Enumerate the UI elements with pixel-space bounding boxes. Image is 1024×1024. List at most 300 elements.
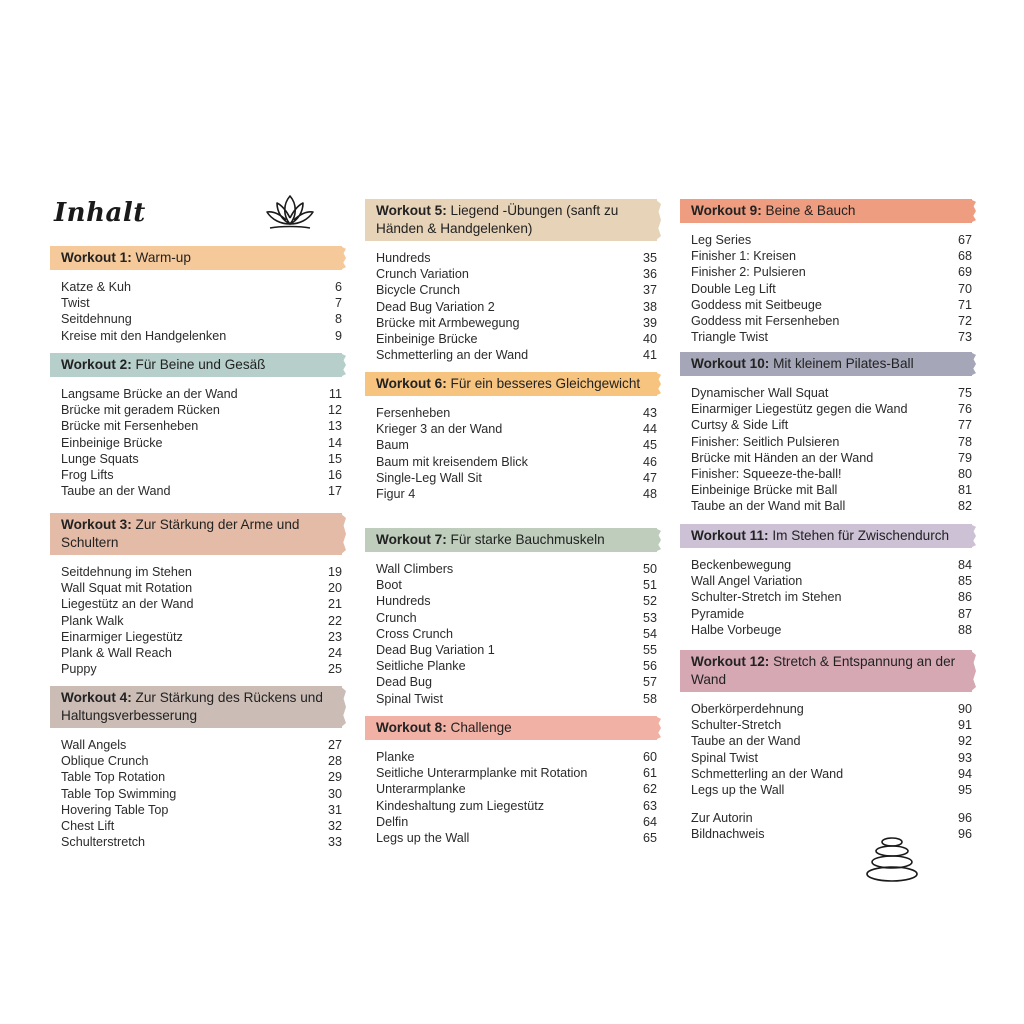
toc-entry-label: Hundreds [376,594,431,609]
toc-entry[interactable] [365,830,657,846]
toc-entry-label: Puppy [61,662,97,677]
toc-page-number: 87 [957,606,972,621]
toc-entry[interactable] [680,498,972,514]
toc-entry[interactable] [50,818,342,834]
toc-page-number: 36 [642,267,657,282]
section-header [50,686,342,728]
toc-page-number: 14 [327,435,342,450]
toc-page-number: 61 [642,766,657,781]
toc-entry[interactable] [50,613,342,629]
section-number: Workout 3: [61,517,132,532]
toc-entry-label: Curtsy & Side Lift [691,418,789,433]
section-title: Mit kleinem Pilates-Ball [769,356,914,371]
toc-page-number: 24 [327,646,342,661]
toc-page-number: 65 [642,831,657,846]
section-header [50,246,342,270]
toc-entry[interactable] [50,737,342,753]
toc-entry[interactable] [365,626,657,642]
toc-entry[interactable] [680,264,972,280]
toc-page-number: 22 [327,613,342,628]
toc-entry[interactable] [365,486,657,502]
toc-entry[interactable] [680,385,972,401]
toc-page-number: 16 [327,468,342,483]
toc-entry-label: Chest Lift [61,819,115,834]
toc-page-number: 82 [957,499,972,514]
section-w11 [680,524,972,638]
section-number: Workout 12: [691,654,770,669]
toc-entry-label: Schmetterling an der Wand [376,348,529,363]
toc-entry[interactable] [365,749,657,765]
toc-entry-label: Legs up the Wall [691,783,785,798]
section-title: Challenge [446,720,512,735]
toc-page-number: 56 [642,659,657,674]
toc-entry-label: Beckenbewegung [691,558,792,572]
toc-page-number: 45 [642,438,657,453]
toc-page-number: 75 [957,386,972,400]
toc-entry-label: Crunch Variation [376,267,469,282]
toc-entry[interactable] [680,450,972,466]
toc-page-number: 69 [957,265,972,280]
toc-entry-label: Table Top Rotation [61,770,166,785]
toc-page-number: 84 [957,558,972,572]
toc-entry-label: Bicycle Crunch [376,283,460,298]
toc-entry[interactable] [50,418,342,434]
toc-page-number: 81 [957,483,972,498]
toc-list [365,405,657,502]
toc-entry[interactable] [50,311,342,327]
toc-page-number: 88 [957,622,972,637]
toc-page-number: 57 [642,675,657,690]
section-header [365,372,657,396]
toc-page-number: 6 [334,280,342,294]
toc-entry-label: Finisher 1: Kreisen [691,249,796,264]
toc-page-number: 67 [957,233,972,247]
toc-page-number: 91 [957,718,972,733]
toc-list [50,564,342,677]
toc-entry[interactable] [365,347,657,363]
toc-list [50,279,342,344]
toc-list [365,250,657,363]
toc-entry[interactable] [50,279,342,295]
toc-entry-label: Table Top Swimming [61,786,177,801]
toc-list [680,232,972,345]
toc-page-number: 79 [957,450,972,465]
section-header [50,513,342,555]
toc-entry-label: Legs up the Wall [376,831,470,846]
toc-page-number: 27 [327,738,342,752]
toc-entry[interactable] [365,561,657,577]
toc-page-number: 51 [642,578,657,593]
toc-page-number: 32 [327,819,342,834]
toc-entry[interactable] [365,593,657,609]
toc-page-number: 62 [642,782,657,797]
section-w7 [365,528,657,707]
toc-entry[interactable] [50,661,342,677]
section-title: Stretch & Entspannung an der Wand [691,654,956,687]
toc-entry-label: Taube an der Wand [61,484,171,499]
toc-entry-label: Brücke mit Armbewegung [376,315,520,330]
toc-page-number: 31 [327,802,342,817]
toc-page-number: 80 [957,467,972,482]
toc-entry[interactable] [680,701,972,717]
toc-entry[interactable] [680,717,972,733]
toc-page-number: 77 [957,418,972,433]
toc-entry[interactable] [50,402,342,418]
toc-entry-label: Seitliche Planke [376,659,466,674]
toc-entry[interactable] [365,454,657,470]
toc-entry-label: Schulter-Stretch [691,718,782,733]
toc-entry[interactable] [50,786,342,802]
toc-entry[interactable] [365,577,657,593]
toc-entry[interactable] [365,282,657,298]
section-w8 [365,716,657,846]
toc-entry[interactable] [365,798,657,814]
toc-page-number: 96 [957,811,972,825]
toc-page-number: 35 [642,251,657,265]
toc-entry-label: Finisher 2: Pulsieren [691,265,806,280]
section-header [365,199,657,241]
toc-entry[interactable] [680,750,972,766]
toc-entry-label: Finisher: Squeeze-the-ball! [691,467,842,482]
toc-entry[interactable] [365,331,657,347]
toc-entry-label: Dead Bug Variation 1 [376,643,495,658]
toc-entry[interactable] [365,658,657,674]
toc-entry-label: Planke [376,750,415,764]
toc-entry[interactable] [680,810,972,826]
toc-entry-label: Seitdehnung im Stehen [61,565,192,579]
toc-page-number: 37 [642,283,657,298]
toc-page-number: 38 [642,299,657,314]
toc-entry-label: Unterarmplanke [376,782,466,797]
toc-entry[interactable] [50,580,342,596]
toc-entry[interactable] [680,557,972,573]
toc-page-number: 93 [957,750,972,765]
toc-entry-label: Delfin [376,814,409,829]
toc-entry-label: Triangle Twist [691,330,768,345]
toc-page-number: 12 [327,403,342,418]
toc-entry-label: Plank & Wall Reach [61,646,172,661]
section-header [680,199,972,223]
toc-entry[interactable] [680,417,972,433]
extras-list [680,810,972,842]
section-number: Workout 10: [691,356,770,371]
toc-entry[interactable] [365,266,657,282]
section-title: Liegend -Übungen (sanft zu Händen & Handgelenken) [376,203,619,236]
toc-page-number: 52 [642,594,657,609]
toc-page-number: 43 [642,406,657,420]
toc-page-number: 53 [642,610,657,625]
toc-page-number: 92 [957,734,972,749]
toc-entry[interactable] [680,573,972,589]
toc-entry-label: Cross Crunch [376,626,453,641]
section-header [680,650,972,692]
toc-page-number: 23 [327,629,342,644]
toc-page-number: 54 [642,626,657,641]
toc-entry-label: Wall Squat mit Rotation [61,581,193,596]
toc-entry[interactable] [50,629,342,645]
toc-entry-label: Hundreds [376,251,431,265]
toc-page-number: 28 [327,754,342,769]
toc-page-number: 25 [327,662,342,677]
page-title: Inhalt [54,198,146,228]
toc-entry-label: Brücke mit Händen an der Wand [691,450,874,465]
toc-entry[interactable] [50,769,342,785]
section-w4 [50,686,342,850]
toc-page-number: 47 [642,470,657,485]
toc-entry-label: Dead Bug Variation 2 [376,299,495,314]
toc-entry-label: Einbeinige Brücke [376,332,478,347]
toc-entry[interactable] [50,483,342,499]
section-title: Für ein besseres Gleichgewicht [446,376,641,391]
toc-entry-label: Bildnachweis [691,827,765,842]
toc-page-number: 86 [957,590,972,605]
toc-entry[interactable] [680,622,972,638]
section-w6 [365,372,657,502]
toc-entry-label: Single-Leg Wall Sit [376,470,482,485]
toc-page-number: 95 [957,783,972,798]
toc-entry-label: Fersenheben [376,406,451,420]
toc-entry[interactable] [365,765,657,781]
section-w3 [50,513,342,677]
toc-page-number: 40 [642,332,657,347]
section-w9 [680,199,972,345]
toc-entry[interactable] [50,295,342,311]
section-header [365,528,657,552]
toc-entry[interactable] [50,467,342,483]
section-number: Workout 6: [376,376,447,391]
toc-page-number: 19 [327,565,342,579]
section-title: Warm-up [131,250,191,265]
toc-entry[interactable] [50,834,342,850]
toc-page-number: 73 [957,330,972,345]
toc-entry-label: Langsame Brücke an der Wand [61,387,238,401]
toc-page-number: 78 [957,434,972,449]
stacked-stones-icon [864,836,920,884]
section-title: Zur Stärkung des Rückens und Haltungsverbesserung [61,690,323,723]
toc-page-number: 13 [327,419,342,434]
toc-entry[interactable] [680,248,972,264]
toc-page-number: 41 [642,348,657,363]
toc-entry[interactable] [680,329,972,345]
toc-page-number: 94 [957,766,972,781]
section-w1 [50,246,342,344]
toc-entry-label: Dead Bug [376,675,433,690]
toc-entry-label: Wall Angel Variation [691,574,803,589]
toc-entry-label: Krieger 3 an der Wand [376,422,503,437]
toc-page-number: 9 [334,328,342,343]
section-w5 [365,199,657,363]
toc-list [50,737,342,850]
toc-list [365,561,657,707]
toc-entry[interactable] [365,470,657,486]
toc-entry[interactable] [365,437,657,453]
section-number: Workout 9: [691,203,762,218]
toc-entry[interactable] [680,297,972,313]
toc-page-number: 20 [327,581,342,596]
toc-entry-label: Hovering Table Top [61,802,169,817]
toc-page-number: 39 [642,315,657,330]
toc-page-number: 96 [957,827,972,842]
toc-entry-label: Leg Series [691,233,752,247]
toc-entry-label: Wall Angels [61,738,127,752]
toc-page-number: 76 [957,402,972,417]
section-title: Zur Stärkung der Arme und Schultern [61,517,300,550]
toc-entry-label: Seitliche Unterarmplanke mit Rotation [376,766,588,781]
toc-page-number: 8 [334,312,342,327]
toc-entry[interactable] [365,642,657,658]
toc-entry[interactable] [365,814,657,830]
section-w12 [680,650,972,798]
toc-entry-label: Zur Autorin [691,811,753,825]
toc-page-number: 71 [957,297,972,312]
toc-page-number: 29 [327,770,342,785]
toc-entry[interactable] [50,451,342,467]
toc-entry[interactable] [680,766,972,782]
toc-entry[interactable] [50,645,342,661]
toc-entry-label: Twist [61,296,90,311]
toc-entry-label: Baum [376,438,409,453]
toc-page-number: 85 [957,574,972,589]
toc-page-number: 55 [642,643,657,658]
section-number: Workout 7: [376,532,447,547]
toc-entry-label: Einbeinige Brücke [61,435,163,450]
toc-entry-label: Taube an der Wand [691,734,801,749]
toc-entry-label: Dynamischer Wall Squat [691,386,829,400]
section-number: Workout 8: [376,720,447,735]
toc-entry[interactable] [50,328,342,344]
toc-entry-label: Schulterstretch [61,835,145,850]
toc-entry[interactable] [365,691,657,707]
toc-page-number: 21 [327,597,342,612]
section-header [365,716,657,740]
section-title: Beine & Bauch [761,203,856,218]
toc-entry-label: Boot [376,578,402,593]
toc-entry-label: Spinal Twist [376,691,443,706]
toc-page-number: 30 [327,786,342,801]
toc-entry-label: Seitdehnung [61,312,132,327]
section-title: Für starke Bauchmuskeln [446,532,605,547]
toc-entry[interactable] [680,232,972,248]
toc-entry[interactable] [365,421,657,437]
toc-page-number: 11 [328,387,342,401]
toc-entry[interactable] [680,733,972,749]
toc-entry[interactable] [680,589,972,605]
toc-entry-label: Liegestütz an der Wand [61,597,194,612]
toc-entry-label: Double Leg Lift [691,281,776,296]
toc-entry-label: Halbe Vorbeuge [691,622,782,637]
toc-page-number: 68 [957,249,972,264]
toc-entry[interactable] [50,435,342,451]
toc-entry-label: Einarmiger Liegestütz [61,629,183,644]
toc-entry[interactable] [365,610,657,626]
section-title: Für Beine und Gesäß [131,357,266,372]
toc-entry[interactable] [680,826,972,842]
toc-entry-label: Plank Walk [61,613,124,628]
toc-entry[interactable] [50,596,342,612]
toc-entry-label: Frog Lifts [61,468,114,483]
toc-entry[interactable] [680,434,972,450]
toc-page-number: 70 [957,281,972,296]
toc-entry-label: Wall Climbers [376,562,454,576]
toc-entry-label: Figur 4 [376,487,416,502]
toc-entry-label: Schmetterling an der Wand [691,766,844,781]
toc-list [680,557,972,638]
toc-entry-label: Oblique Crunch [61,754,149,769]
section-number: Workout 2: [61,357,132,372]
toc-entry-label: Kreise mit den Handgelenken [61,328,227,343]
toc-entry[interactable] [680,313,972,329]
toc-page-number: 72 [957,314,972,329]
section-number: Workout 5: [376,203,447,218]
toc-entry[interactable] [365,674,657,690]
lotus-icon [264,190,316,238]
toc-page-number: 58 [642,691,657,706]
toc-list [680,385,972,515]
toc-page-number: 33 [327,835,342,850]
toc-page-number: 17 [327,484,342,499]
toc-entry-label: Brücke mit geradem Rücken [61,403,220,418]
toc-entry[interactable] [680,466,972,482]
toc-entry-label: Schulter-Stretch im Stehen [691,590,842,605]
toc-entry[interactable] [365,781,657,797]
toc-entry-label: Pyramide [691,606,745,621]
section-header [680,524,972,548]
toc-entry-label: Brücke mit Fersenheben [61,419,199,434]
toc-entry[interactable] [50,564,342,580]
section-w10 [680,352,972,515]
toc-page-number: 90 [957,702,972,716]
toc-entry-label: Lunge Squats [61,451,139,466]
toc-entry[interactable] [365,315,657,331]
toc-entry-label: Katze & Kuh [61,280,132,294]
toc-entry[interactable] [365,299,657,315]
toc-entry-label: Taube an der Wand mit Ball [691,499,846,514]
toc-page-number: 64 [642,814,657,829]
toc-page-number: 63 [642,798,657,813]
toc-entry[interactable] [50,386,342,402]
section-title: Im Stehen für Zwischendurch [768,528,950,543]
toc-entry[interactable] [50,802,342,818]
toc-entry[interactable] [365,405,657,421]
toc-page-number: 48 [642,487,657,502]
toc-entry-label: Finisher: Seitlich Pulsieren [691,434,840,449]
toc-page-number: 46 [642,454,657,469]
toc-entry[interactable] [680,482,972,498]
toc-page-number: 7 [334,296,342,311]
section-header [50,353,342,377]
toc-entry-label: Baum mit kreisendem Blick [376,454,528,469]
toc-entry[interactable] [680,606,972,622]
toc-entry[interactable] [680,401,972,417]
toc-entry-label: Crunch [376,610,417,625]
section-w2 [50,353,342,499]
section-number: Workout 11: [691,528,769,543]
toc-entry-label: Spinal Twist [691,750,758,765]
section-header [680,352,972,376]
toc-entry[interactable] [365,250,657,266]
toc-entry-label: Oberkörperdehnung [691,702,804,716]
toc-page-number: 44 [642,422,657,437]
toc-list [365,749,657,846]
toc-list [50,386,342,499]
toc-entry[interactable] [50,753,342,769]
toc-page-number: 50 [642,562,657,576]
toc-entry-label: Einarmiger Liegestütz gegen die Wand [691,402,908,417]
toc-entry[interactable] [680,782,972,798]
section-number: Workout 4: [61,690,132,705]
toc-entry[interactable] [680,281,972,297]
section-number: Workout 1: [61,250,132,265]
